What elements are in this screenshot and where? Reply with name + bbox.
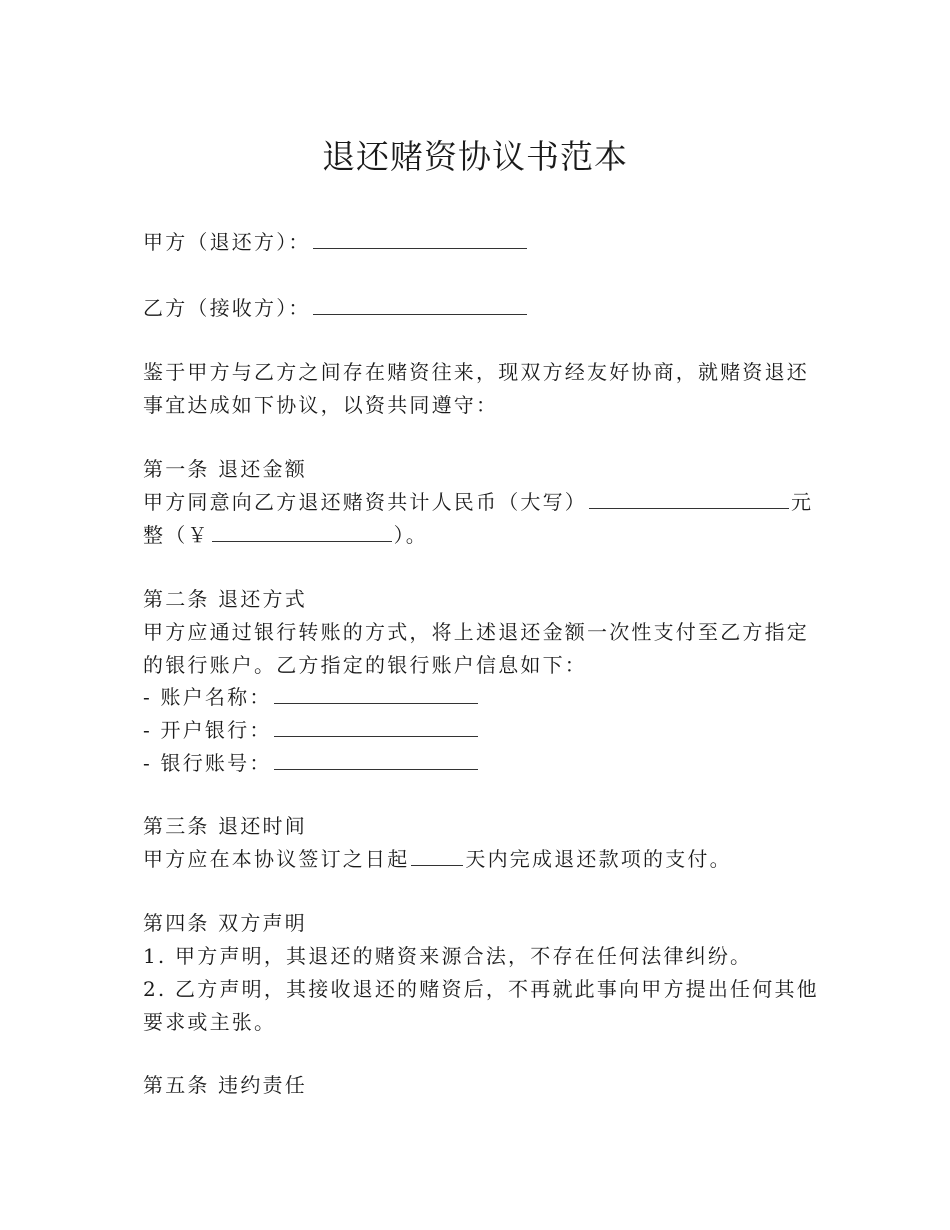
account-name-blank (274, 681, 478, 704)
article-2-heading: 第二条 退还方式 (143, 587, 307, 611)
article-3-line (143, 843, 732, 876)
article-1-line-2 (143, 519, 428, 552)
account-number-label: - 银行账号： (143, 751, 272, 775)
amount-words-unit: 元 (791, 490, 814, 514)
bank-blank (274, 714, 478, 737)
amount-words-blank (589, 486, 789, 509)
article-1-heading: 第一条 退还金额 (143, 457, 307, 481)
party-b-line (143, 292, 529, 325)
article-4-item-2-line-1: 2. 乙方声明，其接收退还的赌资后，不再就此事向甲方提出任何其他 (143, 977, 819, 1001)
amount-figures-label: 整（￥ (143, 523, 210, 547)
article-2-line-1: 甲方应通过银行转账的方式，将上述退还金额一次性支付至乙方指定 (143, 620, 809, 644)
amount-words-label: 甲方同意向乙方退还赌资共计人民币（大写） (143, 490, 587, 514)
article-2-line-2: 的银行账户。乙方指定的银行账户信息如下： (143, 653, 587, 677)
party-a-label: 甲方（退还方）： (143, 230, 311, 254)
document-title: 退还赌资协议书范本 (322, 137, 628, 176)
account-name-label: - 账户名称： (143, 685, 272, 709)
party-a-line (143, 226, 529, 259)
preamble-line-1: 鉴于甲方与乙方之间存在赌资往来，现双方经友好协商，就赌资退还 (143, 360, 809, 384)
article-3-heading: 第三条 退还时间 (143, 814, 307, 838)
days-suffix: 天内完成退还款项的支付。 (465, 847, 732, 871)
account-number-blank (274, 747, 478, 770)
party-a-blank (313, 226, 527, 249)
days-blank (411, 843, 463, 866)
account-number-line (143, 747, 480, 780)
bank-line (143, 714, 480, 747)
party-b-label: 乙方（接收方）： (143, 296, 311, 320)
article-4-item-2-line-2: 要求或主张。 (143, 1010, 277, 1034)
article-4-item-1: 1. 甲方声明，其退还的赌资来源合法，不存在任何法律纠纷。 (143, 944, 753, 968)
amount-figures-blank (212, 519, 392, 542)
days-label: 甲方应在本协议签订之日起 (143, 847, 410, 871)
amount-figures-suffix: ）。 (393, 523, 429, 547)
article-1-line-1 (143, 486, 813, 519)
party-b-blank (313, 292, 527, 315)
account-name-line (143, 681, 480, 714)
article-4-heading: 第四条 双方声明 (143, 911, 307, 935)
article-5-heading: 第五条 违约责任 (143, 1073, 307, 1097)
bank-label: - 开户银行： (143, 718, 272, 742)
preamble-line-2: 事宜达成如下协议，以资共同遵守： (143, 393, 499, 417)
